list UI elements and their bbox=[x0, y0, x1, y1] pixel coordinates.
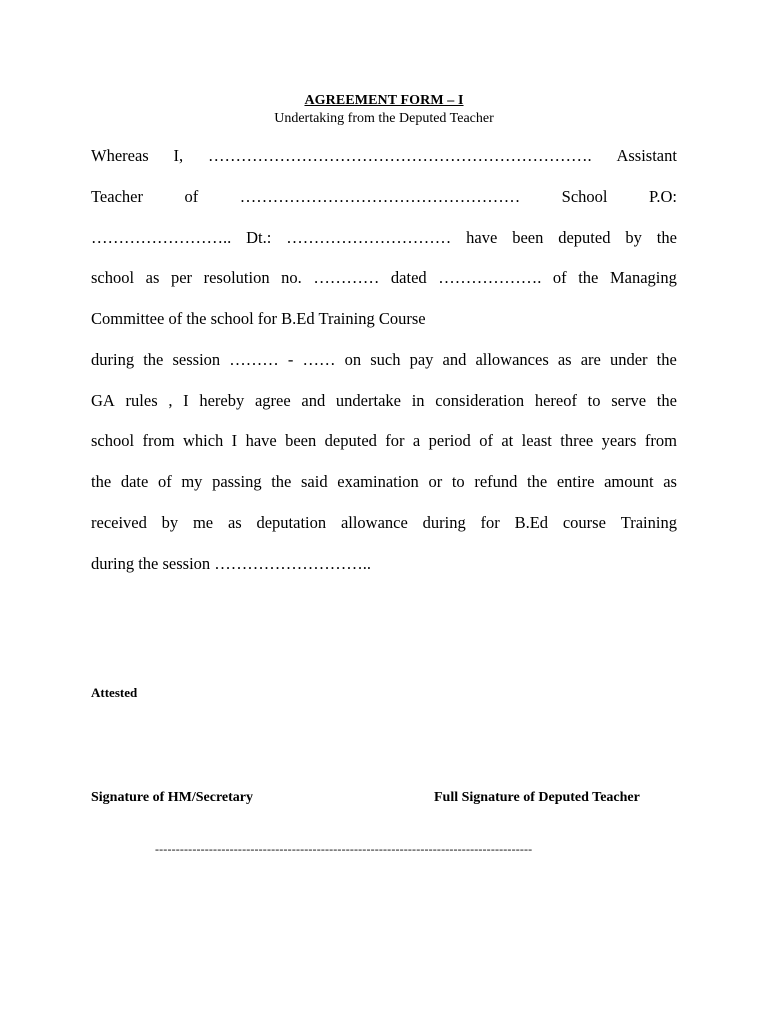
body-word: been bbox=[512, 228, 544, 247]
body-word: I, bbox=[173, 146, 184, 165]
body-word: in bbox=[411, 391, 425, 410]
body-word: Teacher bbox=[91, 187, 143, 206]
body-word: to bbox=[451, 472, 465, 491]
body-word: session bbox=[172, 350, 221, 369]
body-word: of bbox=[157, 472, 172, 491]
signature-hm-secretary: Signature of HM/Secretary bbox=[91, 790, 254, 805]
body-word: under bbox=[609, 350, 648, 369]
body-word: the bbox=[656, 350, 677, 369]
body-line-1 bbox=[91, 146, 677, 166]
body-word: are bbox=[580, 350, 601, 369]
body-word: Managing bbox=[609, 268, 677, 287]
body-word: of bbox=[479, 431, 493, 450]
body-word: school bbox=[91, 431, 135, 450]
body-word: entire bbox=[556, 472, 595, 491]
body-word: for bbox=[385, 431, 405, 450]
body-word: hereby bbox=[199, 391, 245, 410]
body-word: Training bbox=[620, 513, 677, 532]
body-word: examination bbox=[337, 472, 419, 491]
body-word: which bbox=[182, 431, 224, 450]
body-word: as bbox=[145, 268, 160, 287]
body-line-5: Committee of the school for B.Ed Training Course bbox=[91, 309, 426, 328]
body-word: least bbox=[521, 431, 552, 450]
separator-line: ------------------------------------------------------------------------------------------- bbox=[155, 842, 533, 856]
body-word: deputed bbox=[324, 431, 377, 450]
body-word: been bbox=[285, 431, 317, 450]
body-word: …………………….. bbox=[91, 228, 232, 247]
body-word: the bbox=[143, 350, 164, 369]
body-word: consideration bbox=[435, 391, 525, 410]
body-word: ……… bbox=[229, 350, 279, 369]
body-word: to bbox=[587, 391, 601, 410]
body-word: I bbox=[231, 431, 238, 450]
body-word: per bbox=[170, 268, 193, 287]
document-subtitle: Undertaking from the Deputed Teacher bbox=[274, 111, 494, 126]
body-word: no. bbox=[281, 268, 302, 287]
body-line-7 bbox=[91, 391, 677, 411]
body-line-3 bbox=[91, 228, 677, 248]
body-word: dated bbox=[390, 268, 427, 287]
body-line-4 bbox=[91, 268, 677, 288]
body-word: Dt.: bbox=[246, 228, 272, 247]
attested-label: Attested bbox=[91, 685, 138, 700]
body-word: undertake bbox=[335, 391, 401, 410]
body-word: the bbox=[578, 268, 599, 287]
body-word: amount bbox=[604, 472, 654, 491]
body-word: years bbox=[601, 431, 637, 450]
body-word: refund bbox=[474, 472, 518, 491]
body-word: the bbox=[656, 391, 677, 410]
body-line-10 bbox=[91, 513, 677, 533]
body-word: and bbox=[442, 350, 467, 369]
body-word: have bbox=[245, 431, 277, 450]
body-word: resolution bbox=[203, 268, 270, 287]
body-word: P.O: bbox=[649, 187, 677, 206]
body-word: date bbox=[120, 472, 149, 491]
body-word: agree bbox=[254, 391, 291, 410]
body-word: and bbox=[301, 391, 326, 410]
body-word: period bbox=[428, 431, 471, 450]
body-word: deputation bbox=[256, 513, 327, 532]
body-word: the bbox=[271, 472, 292, 491]
body-word: received bbox=[91, 513, 147, 532]
body-word: the bbox=[656, 228, 677, 247]
body-word: ……………………………………………………………. bbox=[208, 146, 592, 165]
body-word: , bbox=[168, 391, 173, 410]
body-word: as bbox=[227, 513, 242, 532]
body-line-6 bbox=[91, 350, 677, 370]
body-word: B.Ed bbox=[514, 513, 549, 532]
body-word: I bbox=[183, 391, 189, 410]
body-line-11: during the session ……………………….. bbox=[91, 554, 372, 573]
body-word: the bbox=[91, 472, 112, 491]
body-word: for bbox=[480, 513, 500, 532]
body-word: by bbox=[161, 513, 179, 532]
body-word: …… bbox=[302, 350, 336, 369]
body-word: allowances bbox=[475, 350, 549, 369]
body-word: course bbox=[562, 513, 606, 532]
body-word: three bbox=[560, 431, 594, 450]
body-word: Whereas bbox=[91, 146, 149, 165]
body-line-8 bbox=[91, 431, 677, 451]
body-line-2 bbox=[91, 187, 677, 207]
document-title: AGREEMENT FORM – I bbox=[304, 93, 464, 108]
body-word: at bbox=[501, 431, 514, 450]
body-word: from bbox=[142, 431, 175, 450]
body-word: pay bbox=[409, 350, 434, 369]
body-word: School bbox=[561, 187, 608, 206]
body-word: …………………………………………… bbox=[239, 187, 521, 206]
body-word: or bbox=[428, 472, 443, 491]
body-word: of bbox=[552, 268, 567, 287]
body-word: ………………………… bbox=[286, 228, 452, 247]
body-word: such bbox=[370, 350, 401, 369]
body-word: have bbox=[466, 228, 498, 247]
body-word: by bbox=[625, 228, 642, 247]
body-word: during bbox=[422, 513, 466, 532]
body-word: as bbox=[663, 472, 677, 491]
body-word: of bbox=[184, 187, 199, 206]
body-word: ………………. bbox=[438, 268, 542, 287]
signature-deputed-teacher: Full Signature of Deputed Teacher bbox=[434, 790, 640, 805]
body-word: from bbox=[644, 431, 677, 450]
body-word: ………… bbox=[313, 268, 380, 287]
body-word: rules bbox=[125, 391, 158, 410]
body-word: as bbox=[557, 350, 572, 369]
body-word: my bbox=[181, 472, 203, 491]
body-word: a bbox=[412, 431, 421, 450]
body-word: the bbox=[527, 472, 548, 491]
body-word: said bbox=[301, 472, 328, 491]
body-word: GA bbox=[91, 391, 115, 410]
body-word: on bbox=[344, 350, 362, 369]
body-word: me bbox=[192, 513, 214, 532]
body-word: serve bbox=[611, 391, 647, 410]
body-line-9 bbox=[91, 472, 677, 492]
body-word: - bbox=[287, 350, 294, 369]
body-word: school bbox=[91, 268, 135, 287]
body-word: hereof bbox=[534, 391, 577, 410]
body-word: passing bbox=[212, 472, 262, 491]
body-word: Assistant bbox=[616, 146, 677, 165]
body-word: allowance bbox=[340, 513, 408, 532]
body-word: during bbox=[91, 350, 135, 369]
body-word: deputed bbox=[558, 228, 611, 247]
